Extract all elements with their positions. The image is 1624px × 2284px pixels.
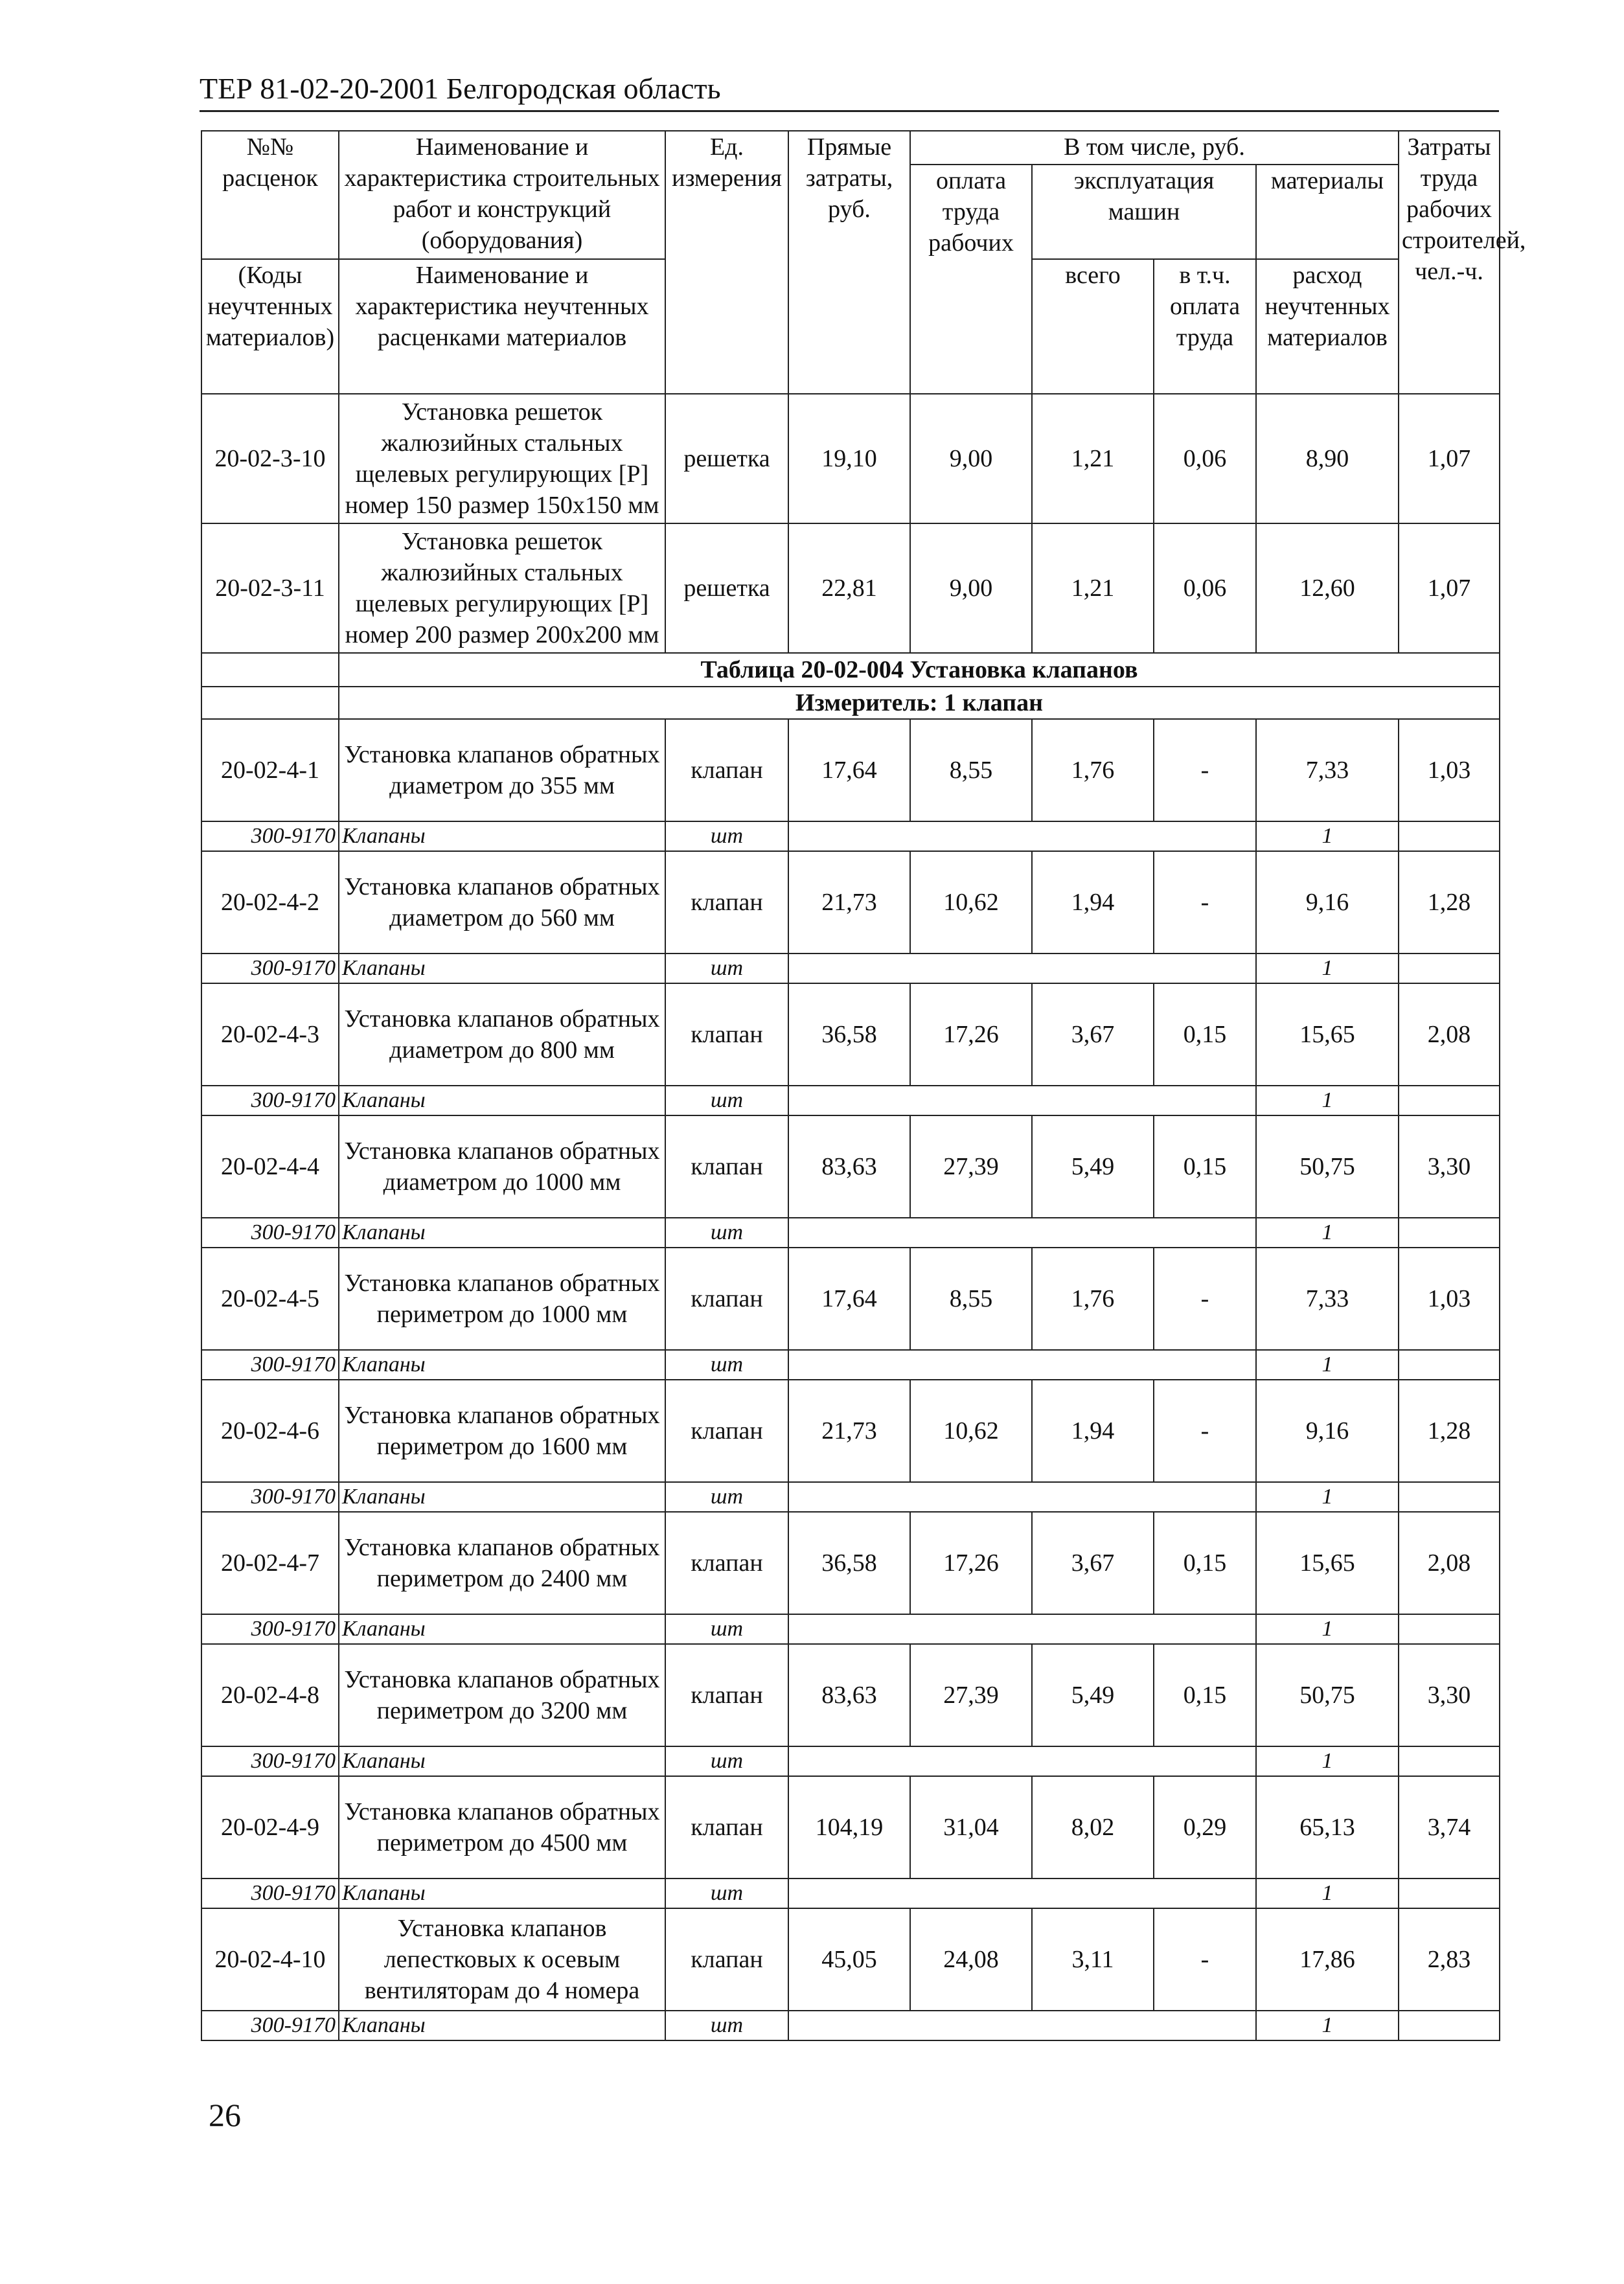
- table-row: [201, 983, 1500, 1086]
- machine-cost: 1,94: [1032, 851, 1154, 954]
- material-blank: [1399, 1879, 1500, 1908]
- rate-code: 20-02-4-4: [201, 1115, 339, 1218]
- material-unit: шт: [665, 1218, 788, 1248]
- material-row: [201, 1086, 1500, 1115]
- material-name: Клапаны: [339, 1350, 665, 1380]
- unit-cell: решетка: [665, 394, 788, 523]
- material-qty: 1: [1256, 1086, 1399, 1115]
- material-name: Клапаны: [339, 1218, 665, 1248]
- wage-cost: 8,55: [910, 719, 1032, 821]
- unit-cell: клапан: [665, 719, 788, 821]
- table-row: [201, 1908, 1500, 2011]
- rate-code: 20-02-4-1: [201, 719, 339, 821]
- work-name: Установка решеток жалюзийных стальных щелевых регулирующих [Р] номер 150 размер 150х150 мм: [339, 394, 665, 523]
- wage-cost: 17,26: [910, 983, 1032, 1086]
- unit-cell: клапан: [665, 1512, 788, 1614]
- machine-wage: 0,15: [1154, 1644, 1256, 1746]
- wage-cost: 27,39: [910, 1644, 1032, 1746]
- wage-cost: 31,04: [910, 1776, 1032, 1879]
- material-qty: 1: [1256, 1350, 1399, 1380]
- material-blank: [1399, 2011, 1500, 2040]
- unit-cell: клапан: [665, 851, 788, 954]
- material-cost: 50,75: [1256, 1115, 1399, 1218]
- material-qty: 1: [1256, 1614, 1399, 1644]
- labor-cost: 2,83: [1399, 1908, 1500, 2011]
- material-code: 300-9170: [201, 1614, 339, 1644]
- section-title: Таблица 20-02-004 Установка клапанов: [339, 653, 1500, 687]
- material-unit: шт: [665, 821, 788, 851]
- machine-wage: -: [1154, 1248, 1256, 1350]
- direct-cost: 21,73: [788, 1380, 910, 1482]
- material-cost: 15,65: [1256, 983, 1399, 1086]
- col-head-name: Наименование и характеристика строительных работ и конструкций (оборудования): [339, 131, 665, 259]
- direct-cost: 22,81: [788, 523, 910, 653]
- unit-cell: решетка: [665, 523, 788, 653]
- material-code: 300-9170: [201, 1218, 339, 1248]
- material-row: [201, 821, 1500, 851]
- material-qty: 1: [1256, 1879, 1399, 1908]
- wage-cost: 24,08: [910, 1908, 1032, 2011]
- material-row: [201, 954, 1500, 983]
- table-row: [201, 394, 1500, 523]
- material-blank: [788, 1879, 1256, 1908]
- measure-label: Измеритель: 1 клапан: [339, 687, 1500, 719]
- material-row: [201, 1350, 1500, 1380]
- machine-cost: 1,76: [1032, 719, 1154, 821]
- col-head-including: В том числе, руб.: [910, 131, 1399, 165]
- material-unit: шт: [665, 1350, 788, 1380]
- wage-cost: 9,00: [910, 394, 1032, 523]
- machine-cost: 1,76: [1032, 1248, 1154, 1350]
- unit-cell: клапан: [665, 983, 788, 1086]
- work-name: Установка клапанов лепестковых к осевым вентиляторам до 4 номера: [339, 1908, 665, 2011]
- unit-cell: клапан: [665, 1380, 788, 1482]
- table-row: [201, 1776, 1500, 1879]
- material-blank: [1399, 1218, 1500, 1248]
- work-name: Установка клапанов обратных диаметром до 355 мм: [339, 719, 665, 821]
- material-cost: 50,75: [1256, 1644, 1399, 1746]
- unit-cell: клапан: [665, 1776, 788, 1879]
- rate-code: 20-02-4-2: [201, 851, 339, 954]
- col-head-direct: Прямые затраты, руб.: [788, 131, 910, 394]
- material-qty: 1: [1256, 1482, 1399, 1512]
- material-code: 300-9170: [201, 1350, 339, 1380]
- col-head-unit: Ед. измерения: [665, 131, 788, 394]
- rate-code: 20-02-3-10: [201, 394, 339, 523]
- material-name: Клапаны: [339, 2011, 665, 2040]
- table-row: [201, 523, 1500, 653]
- page-header: ТЕР 81-02-20-2001 Белгородская область: [200, 70, 1499, 112]
- material-name: Клапаны: [339, 821, 665, 851]
- rate-code: 20-02-4-10: [201, 1908, 339, 2011]
- col-head-materials: материалы: [1256, 165, 1399, 259]
- material-row: [201, 1879, 1500, 1908]
- material-row: [201, 1746, 1500, 1776]
- work-name: Установка решеток жалюзийных стальных щелевых регулирующих [Р] номер 200 размер 200х200 мм: [339, 523, 665, 653]
- col-head-wage: оплата труда рабочих: [910, 165, 1032, 394]
- table-row: [201, 1644, 1500, 1746]
- material-blank: [1399, 1086, 1500, 1115]
- material-name: Клапаны: [339, 1746, 665, 1776]
- material-cost: 7,33: [1256, 719, 1399, 821]
- material-qty: 1: [1256, 2011, 1399, 2040]
- direct-cost: 36,58: [788, 983, 910, 1086]
- machine-cost: 5,49: [1032, 1644, 1154, 1746]
- material-cost: 12,60: [1256, 523, 1399, 653]
- material-blank: [788, 1746, 1256, 1776]
- material-name: Клапаны: [339, 1482, 665, 1512]
- material-blank: [1399, 1482, 1500, 1512]
- material-blank: [788, 2011, 1256, 2040]
- material-row: [201, 2011, 1500, 2040]
- col-head-code: №№ расценок: [201, 131, 339, 259]
- measure-label-row: [201, 687, 1500, 719]
- labor-cost: 3,74: [1399, 1776, 1500, 1879]
- machine-cost: 8,02: [1032, 1776, 1154, 1879]
- labor-cost: 3,30: [1399, 1644, 1500, 1746]
- material-blank: [788, 1218, 1256, 1248]
- wage-cost: 10,62: [910, 851, 1032, 954]
- material-cost: 9,16: [1256, 851, 1399, 954]
- wage-cost: 9,00: [910, 523, 1032, 653]
- machine-wage: 0,29: [1154, 1776, 1256, 1879]
- material-qty: 1: [1256, 1746, 1399, 1776]
- material-code: 300-9170: [201, 954, 339, 983]
- machine-wage: -: [1154, 851, 1256, 954]
- material-qty: 1: [1256, 821, 1399, 851]
- direct-cost: 104,19: [788, 1776, 910, 1879]
- material-code: 300-9170: [201, 1746, 339, 1776]
- rate-code: 20-02-4-8: [201, 1644, 339, 1746]
- unit-cell: клапан: [665, 1115, 788, 1218]
- material-blank: [1399, 954, 1500, 983]
- labor-cost: 1,28: [1399, 851, 1500, 954]
- labor-cost: 1,07: [1399, 394, 1500, 523]
- material-row: [201, 1218, 1500, 1248]
- material-cost: 65,13: [1256, 1776, 1399, 1879]
- labor-cost: 1,03: [1399, 1248, 1500, 1350]
- work-name: Установка клапанов обратных диаметром до 1000 мм: [339, 1115, 665, 1218]
- machine-wage: -: [1154, 1908, 1256, 2011]
- machine-wage: -: [1154, 719, 1256, 821]
- direct-cost: 17,64: [788, 719, 910, 821]
- material-code: 300-9170: [201, 2011, 339, 2040]
- work-name: Установка клапанов обратных диаметром до 800 мм: [339, 983, 665, 1086]
- col-head-code-sub: (Коды неучтенных материалов): [201, 259, 339, 394]
- material-unit: шт: [665, 1614, 788, 1644]
- material-row: [201, 1482, 1500, 1512]
- wage-cost: 27,39: [910, 1115, 1032, 1218]
- labor-cost: 1,28: [1399, 1380, 1500, 1482]
- col-head-machines: эксплуатация машин: [1032, 165, 1256, 259]
- unit-cell: клапан: [665, 1644, 788, 1746]
- col-head-labor: Затраты труда рабочих строителей, чел.-ч.: [1399, 131, 1500, 394]
- machine-wage: 0,06: [1154, 523, 1256, 653]
- rate-code: 20-02-4-7: [201, 1512, 339, 1614]
- col-head-machines-total: всего: [1032, 259, 1154, 394]
- material-code: 300-9170: [201, 821, 339, 851]
- machine-cost: 3,11: [1032, 1908, 1154, 2011]
- material-code: 300-9170: [201, 1879, 339, 1908]
- machine-wage: 0,06: [1154, 394, 1256, 523]
- machine-wage: 0,15: [1154, 1512, 1256, 1614]
- rate-code: 20-02-4-9: [201, 1776, 339, 1879]
- direct-cost: 36,58: [788, 1512, 910, 1614]
- wage-cost: 10,62: [910, 1380, 1032, 1482]
- material-unit: шт: [665, 1482, 788, 1512]
- machine-cost: 1,94: [1032, 1380, 1154, 1482]
- material-blank: [1399, 821, 1500, 851]
- col-head-materials-sub: расход неучтенных материалов: [1256, 259, 1399, 394]
- material-blank: [1399, 1614, 1500, 1644]
- material-blank: [1399, 1746, 1500, 1776]
- material-blank: [788, 1350, 1256, 1380]
- wage-cost: 8,55: [910, 1248, 1032, 1350]
- material-qty: 1: [1256, 1218, 1399, 1248]
- work-name: Установка клапанов обратных периметром до 2400 мм: [339, 1512, 665, 1614]
- table-row: [201, 851, 1500, 954]
- material-name: Клапаны: [339, 1086, 665, 1115]
- material-blank: [788, 1614, 1256, 1644]
- material-name: Клапаны: [339, 954, 665, 983]
- table-row: [201, 719, 1500, 821]
- machine-wage: -: [1154, 1380, 1256, 1482]
- work-name: Установка клапанов обратных периметром до 1000 мм: [339, 1248, 665, 1350]
- work-name: Установка клапанов обратных периметром до 4500 мм: [339, 1776, 665, 1879]
- page-number: 26: [209, 2097, 241, 2133]
- machine-cost: 3,67: [1032, 1512, 1154, 1614]
- material-blank: [788, 821, 1256, 851]
- labor-cost: 2,08: [1399, 983, 1500, 1086]
- rate-code: 20-02-4-6: [201, 1380, 339, 1482]
- material-unit: шт: [665, 2011, 788, 2040]
- empty-cell: [201, 653, 339, 687]
- material-blank: [788, 1482, 1256, 1512]
- direct-cost: 19,10: [788, 394, 910, 523]
- unit-cell: клапан: [665, 1248, 788, 1350]
- material-row: [201, 1614, 1500, 1644]
- labor-cost: 1,03: [1399, 719, 1500, 821]
- work-name: Установка клапанов обратных диаметром до 560 мм: [339, 851, 665, 954]
- material-name: Клапаны: [339, 1614, 665, 1644]
- material-cost: 15,65: [1256, 1512, 1399, 1614]
- material-unit: шт: [665, 1879, 788, 1908]
- material-cost: 17,86: [1256, 1908, 1399, 2011]
- machine-cost: 5,49: [1032, 1115, 1154, 1218]
- machine-cost: 1,21: [1032, 523, 1154, 653]
- machine-wage: 0,15: [1154, 983, 1256, 1086]
- direct-cost: 83,63: [788, 1644, 910, 1746]
- material-blank: [788, 1086, 1256, 1115]
- table-row: [201, 1380, 1500, 1482]
- direct-cost: 17,64: [788, 1248, 910, 1350]
- table-row: [201, 1115, 1500, 1218]
- wage-cost: 17,26: [910, 1512, 1032, 1614]
- rate-code: 20-02-4-5: [201, 1248, 339, 1350]
- machine-cost: 1,21: [1032, 394, 1154, 523]
- material-cost: 8,90: [1256, 394, 1399, 523]
- machine-wage: 0,15: [1154, 1115, 1256, 1218]
- direct-cost: 45,05: [788, 1908, 910, 2011]
- material-blank: [788, 954, 1256, 983]
- material-blank: [1399, 1350, 1500, 1380]
- material-qty: 1: [1256, 954, 1399, 983]
- material-cost: 7,33: [1256, 1248, 1399, 1350]
- material-code: 300-9170: [201, 1482, 339, 1512]
- machine-cost: 3,67: [1032, 983, 1154, 1086]
- labor-cost: 2,08: [1399, 1512, 1500, 1614]
- material-unit: шт: [665, 1086, 788, 1115]
- col-head-name-sub: Наименование и характеристика неучтенных расценками материалов: [339, 259, 665, 394]
- direct-cost: 83,63: [788, 1115, 910, 1218]
- col-head-machines-wage: в т.ч. оплата труда: [1154, 259, 1256, 394]
- empty-cell: [201, 687, 339, 719]
- section-title-row: [201, 653, 1500, 687]
- material-code: 300-9170: [201, 1086, 339, 1115]
- material-name: Клапаны: [339, 1879, 665, 1908]
- material-unit: шт: [665, 1746, 788, 1776]
- rates-table: [201, 130, 1526, 2041]
- unit-cell: клапан: [665, 1908, 788, 2011]
- labor-cost: 3,30: [1399, 1115, 1500, 1218]
- rate-code: 20-02-4-3: [201, 983, 339, 1086]
- direct-cost: 21,73: [788, 851, 910, 954]
- labor-cost: 1,07: [1399, 523, 1500, 653]
- work-name: Установка клапанов обратных периметром до 1600 мм: [339, 1380, 665, 1482]
- table-row: [201, 1512, 1500, 1614]
- rate-code: 20-02-3-11: [201, 523, 339, 653]
- material-cost: 9,16: [1256, 1380, 1399, 1482]
- material-unit: шт: [665, 954, 788, 983]
- table-row: [201, 1248, 1500, 1350]
- work-name: Установка клапанов обратных периметром до 3200 мм: [339, 1644, 665, 1746]
